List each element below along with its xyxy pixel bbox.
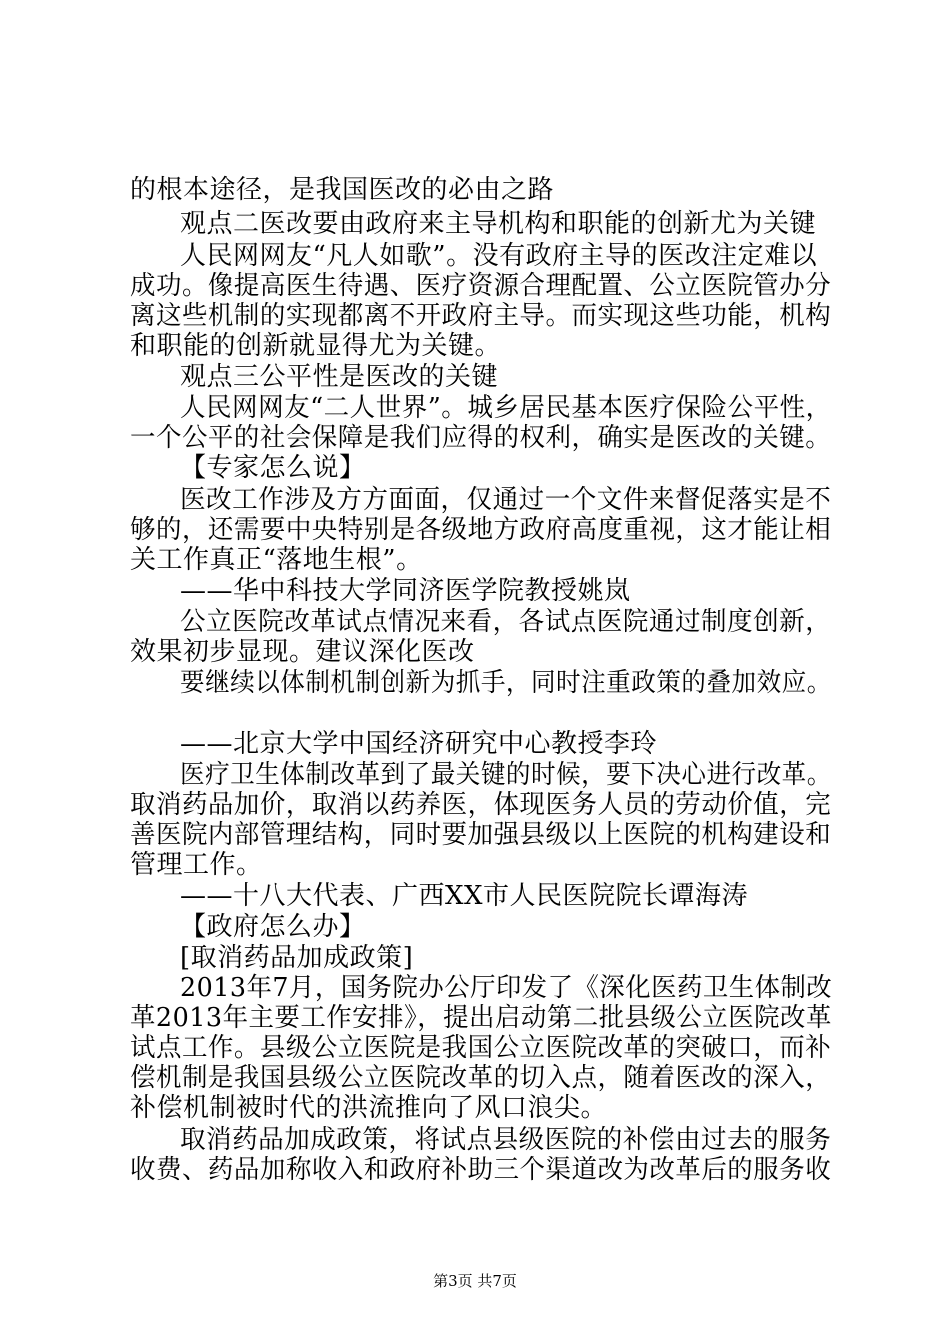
text-line: 管理工作。 bbox=[130, 850, 263, 880]
text-line: ——北京大学中国经济研究中心教授李玲 bbox=[180, 729, 658, 759]
text-line: 取消药品加成政策，将试点县级医院的补偿由过去的服务 bbox=[180, 1125, 832, 1155]
text-line: 取消药品加价，取消以药养医，体现医务人员的劳动价值，完 bbox=[130, 790, 832, 820]
text-line: 医疗卫生体制改革到了最关键的时候，要下决心进行改革。 bbox=[180, 760, 832, 790]
text-line: 人民网网友“二人世界”。城乡居民基本医疗保险公平性， bbox=[180, 393, 832, 423]
text-line: 偿机制是我国县级公立医院改革的切入点，随着医改的深入， bbox=[130, 1063, 832, 1093]
text-line: 【政府怎么办】 bbox=[180, 912, 366, 942]
text-line: 够的，还需要中央特别是各级地方政府高度重视，这才能让相 bbox=[130, 515, 832, 545]
text-line: 补偿机制被时代的洪流推向了风口浪尖。 bbox=[130, 1093, 608, 1123]
text-line: [取消药品加成政策] bbox=[180, 943, 414, 973]
text-line: 要继续以体制机制创新为抓手，同时注重政策的叠加效应。 bbox=[180, 668, 832, 698]
text-line: 和职能的创新就显得尤为关键。 bbox=[130, 331, 502, 361]
text-line: 一个公平的社会保障是我们应得的权利，确实是医改的关键。 bbox=[130, 423, 832, 453]
text-line: 善医院内部管理结构，同时要加强县级以上医院的机构建设和 bbox=[130, 820, 832, 850]
text-line: 2013年7月，国务院办公厅印发了《深化医药卫生体制改 bbox=[180, 973, 833, 1003]
text-line: ——十八大代表、广西XX市人民医院院长谭海涛 bbox=[180, 881, 749, 911]
text-line: 革2013年主要工作安排》，提出启动第二批县级公立医院改革 bbox=[130, 1003, 832, 1033]
text-line: 【专家怎么说】 bbox=[180, 453, 366, 483]
text-line: 医改工作涉及方方面面，仅通过一个文件来督促落实是不 bbox=[180, 485, 832, 515]
text-line: 成功。像提高医生待遇、医疗资源合理配置、公立医院管办分 bbox=[130, 271, 832, 301]
text-line: 离这些机制的实现都离不开政府主导。而实现这些功能，机构 bbox=[130, 301, 832, 331]
page-number-footer: 第3页 共7页 bbox=[433, 1272, 517, 1290]
text-line: 公立医院改革试点情况来看，各试点医院通过制度创新， bbox=[180, 607, 832, 637]
text-line: 观点三公平性是医改的关键 bbox=[180, 362, 499, 392]
text-line: 的根本途径，是我国医改的必由之路 bbox=[130, 175, 555, 205]
text-line: 关工作真正“落地生根”。 bbox=[130, 545, 423, 575]
text-line: ——华中科技大学同济医学院教授姚岚 bbox=[180, 576, 631, 606]
text-line: 观点二医改要由政府来主导机构和职能的创新尤为关键 bbox=[180, 209, 817, 239]
text-line: 效果初步显现。建议深化医改 bbox=[130, 637, 475, 667]
text-line: 试点工作。县级公立医院是我国公立医院改革的突破口，而补 bbox=[130, 1033, 832, 1063]
text-line: 收费、药品加称收入和政府补助三个渠道改为改革后的服务收 bbox=[130, 1155, 832, 1185]
text-line: 人民网网友“凡人如歌”。没有政府主导的医改注定难以 bbox=[180, 241, 818, 271]
